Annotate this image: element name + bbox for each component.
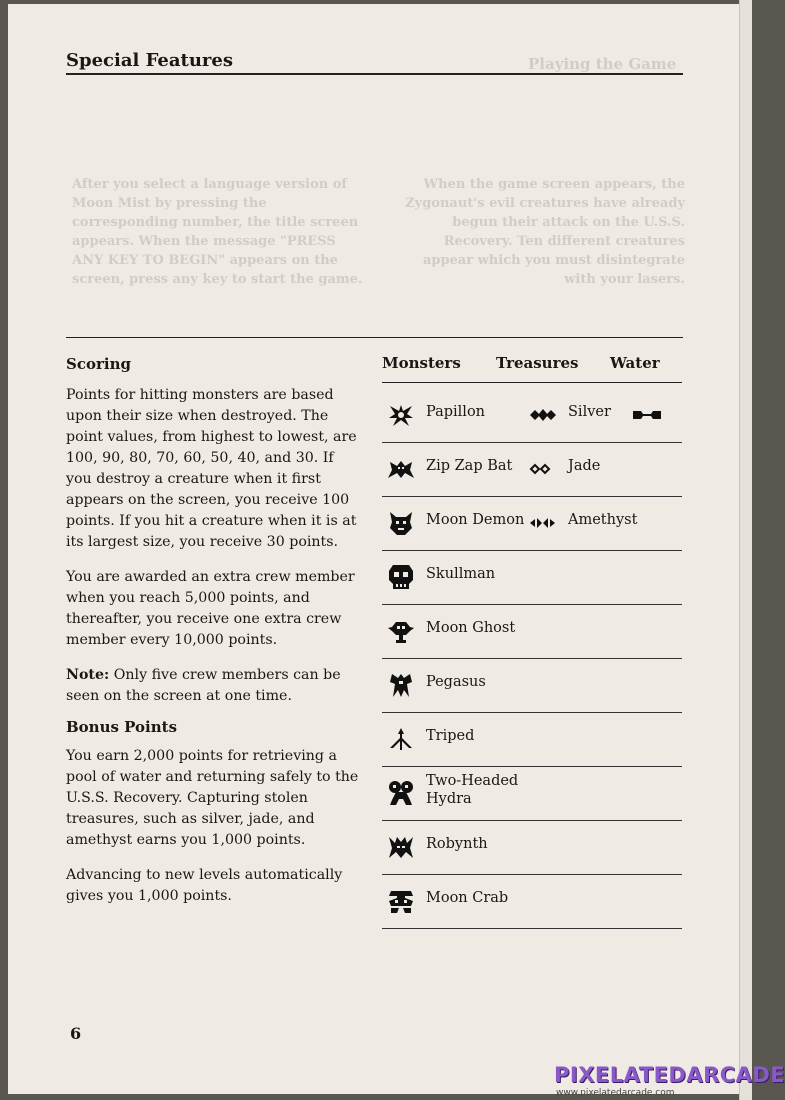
skull-icon bbox=[388, 564, 414, 590]
robynth-icon bbox=[388, 834, 414, 860]
jade-icon bbox=[530, 462, 560, 476]
monster-name: Pegasus bbox=[426, 674, 486, 690]
hydra-icon bbox=[388, 780, 414, 806]
table-row bbox=[382, 442, 682, 497]
table-row bbox=[382, 496, 682, 551]
triped-icon bbox=[388, 726, 414, 752]
monsters-header: Monsters bbox=[382, 354, 461, 372]
scoring-note bbox=[66, 665, 361, 707]
page-edge bbox=[739, 0, 752, 1100]
amethyst-icon bbox=[530, 516, 560, 530]
monster-name: Moon Ghost bbox=[426, 620, 516, 636]
monster-name: Skullman bbox=[426, 566, 496, 582]
left-column bbox=[66, 354, 361, 921]
treasure-name: Jade bbox=[568, 458, 601, 474]
monster-name bbox=[426, 772, 536, 808]
table-row bbox=[382, 874, 682, 929]
water-header: Water bbox=[610, 354, 660, 372]
table-row bbox=[382, 388, 682, 443]
table-row bbox=[382, 550, 682, 605]
scoring-paragraph-1: Points for hitting monsters are based upon their size when destroyed. The point values, from highest to lowest, are 100, 90, 80, 70, 60, 50, 40, and 30. If you destroy a creature when it first appears on the screen, you receive 100 points. If you hit a creature when it is at its largest size, you receive 30 points. bbox=[66, 387, 357, 550]
table-row bbox=[382, 712, 682, 767]
treasure-name: Amethyst bbox=[568, 512, 638, 528]
note-label: Note: bbox=[66, 667, 110, 683]
silver-icon bbox=[530, 408, 560, 422]
table-row bbox=[382, 604, 682, 659]
crab-icon bbox=[388, 888, 414, 914]
monster-name: Zip Zap Bat bbox=[426, 458, 513, 474]
header-rule bbox=[66, 73, 683, 75]
monster-name: Moon Demon bbox=[426, 512, 525, 528]
bonus-paragraph-1: You earn 2,000 points for retrieving a pool of water and returning safely to the U.S.S. Recovery. Capturing stolen treasures, such as silver, jade, and amethyst earns you 1,000 points. bbox=[66, 748, 359, 848]
pegasus-icon bbox=[388, 672, 414, 698]
bonus-paragraph-2: Advancing to new levels automatically gives you 1,000 points. bbox=[66, 867, 343, 904]
bleed-through-title: Playing the Game bbox=[528, 55, 677, 73]
bat-icon bbox=[388, 456, 414, 482]
papillon-icon bbox=[388, 402, 414, 428]
table-row bbox=[382, 820, 682, 875]
bleed-through-text-right: When the game screen appears, the Zygonaut's evil creatures have already begun their attack on the U.S.S. Recovery. Ten different creatures appear which you must disintegrate with your lasers. bbox=[405, 177, 685, 287]
treasure-name: Silver bbox=[568, 404, 611, 420]
table-row bbox=[382, 766, 682, 821]
demon-icon bbox=[388, 510, 414, 536]
ghost-icon bbox=[388, 618, 414, 644]
monster-name-line-1: Two-Headed bbox=[426, 773, 519, 789]
page-number: 6 bbox=[70, 1024, 82, 1043]
monster-name: Papillon bbox=[426, 404, 486, 420]
scoring-paragraph-2: You are awarded an extra crew member when you reach 5,000 points, and thereafter, you receive one extra crew member every 10,000 points. bbox=[66, 569, 355, 648]
bonus-heading: Bonus Points bbox=[66, 718, 178, 736]
table-header-rule bbox=[382, 382, 682, 383]
page-title: Special Features bbox=[66, 50, 233, 71]
section-rule bbox=[66, 337, 683, 338]
bleed-through-text-left: After you select a language version of Moon Mist by pressing the corresponding number, the title screen appears. When the message "PRESS ANY KEY TO BEGIN" appears on the screen, press any key to start the game. bbox=[72, 177, 363, 287]
monster-name-line-2: Hydra bbox=[426, 791, 472, 807]
monster-name: Triped bbox=[426, 728, 475, 744]
scoring-heading: Scoring bbox=[66, 355, 131, 373]
watermark-url: www.pixelatedarcade.com bbox=[556, 1088, 675, 1098]
water-icon bbox=[632, 408, 662, 422]
watermark-logo: PIXELATEDARCADE bbox=[554, 1063, 785, 1087]
note-text: Only five crew members can be seen on the screen at one time. bbox=[66, 667, 341, 704]
monster-name: Robynth bbox=[426, 836, 488, 852]
monster-name: Moon Crab bbox=[426, 890, 509, 906]
table-row bbox=[382, 658, 682, 713]
treasures-header: Treasures bbox=[496, 354, 579, 372]
